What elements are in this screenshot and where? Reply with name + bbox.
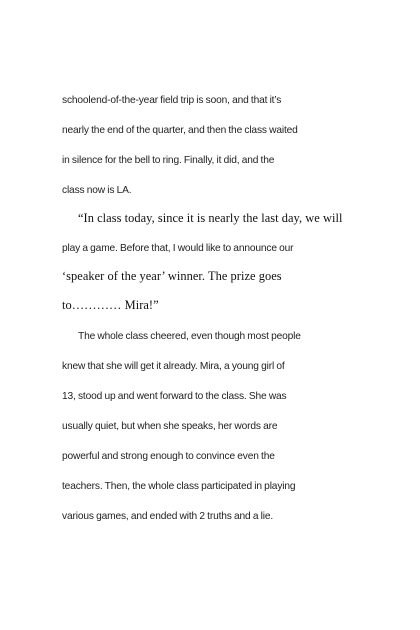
text-line: in silence for the bell to ring. Finally, it did, and the	[62, 155, 275, 166]
text-line: “In class today, since it is nearly the last day, we will	[78, 211, 343, 225]
text-line: play a game. Before that, I would like to announce our	[62, 243, 294, 254]
text-line: to………… Mira!”	[62, 298, 159, 312]
text-line: teachers. Then, the whole class participated in playing	[62, 481, 296, 492]
text-line: powerful and strong enough to convince even the	[62, 451, 275, 462]
text-line: knew that she will get it already. Mira, a young girl of	[62, 361, 285, 372]
text-line: various games, and ended with 2 truths and a lie.	[62, 511, 274, 522]
text-line: ‘speaker of the year’ winner. The prize goes	[62, 269, 282, 283]
text-line: usually quiet, but when she speaks, her words are	[62, 421, 278, 432]
text-line: schoolend-of-the-year field trip is soon, and that it’s	[62, 95, 282, 106]
text-line: nearly the end of the quarter, and then the class waited	[62, 125, 298, 136]
text-line: 13, stood up and went forward to the class. She was	[62, 391, 287, 402]
text-line: The whole class cheered, even though most people	[78, 331, 301, 342]
text-line: class now is LA.	[62, 185, 132, 196]
